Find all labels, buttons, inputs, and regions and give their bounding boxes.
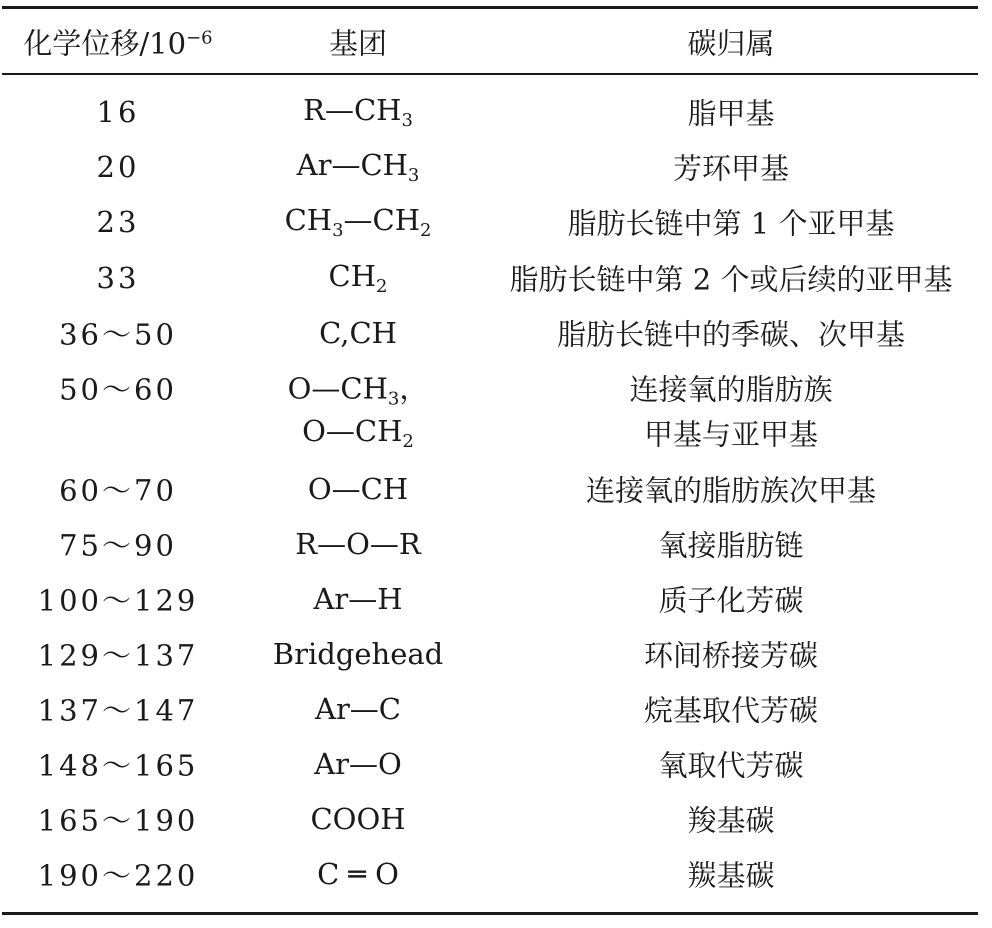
group-cell-line2 [302,414,414,452]
attribution-cell-line1: 连接氧的脂肪族 [629,372,833,407]
group-cell: C ═ O [317,857,399,891]
group-subscript-b: 2 [419,220,432,242]
header-shift-text: 化学位移/10 [23,26,187,61]
shift-cell: 100～129 [37,583,199,618]
attribution-cell: 烷基取代芳碳 [643,693,819,728]
header-shift [23,22,212,63]
group-cell: Ar—O [314,747,402,781]
header-shift-exponent: −6 [186,27,213,49]
attribution-cell: 氧接脂肪链 [658,528,804,563]
group-cell: O—CH [307,472,409,506]
shift-cell: 60～70 [59,473,177,508]
group-subscript: 3 [407,165,420,187]
shift-cell: 148～165 [37,748,199,783]
attribution-cell: 氧取代芳碳 [658,748,804,783]
shift-cell: 137～147 [37,693,199,728]
attribution-cell: 质子化芳碳 [658,583,804,618]
group-cell [303,93,413,131]
shift-cell: 23 [96,205,140,239]
attribution-cell: 脂肪长链中第 1 个亚甲基 [567,206,895,241]
group-text: Ar—CH [296,147,408,182]
attribution-cell: 脂肪长链中的季碳、次甲基 [556,317,906,352]
group-tail: ， [399,371,429,406]
group-cell: Bridgehead [272,637,444,671]
attribution-cell: 脂甲基 [687,96,775,131]
group-text-a: CH [284,202,333,237]
group-cell: C,CH [319,316,397,350]
group-cell: R—O—R [295,527,421,561]
group-subscript: 3 [401,110,413,132]
group-subscript-a: 3 [332,220,344,242]
group-text: O—CH [287,371,388,406]
attribution-cell-line2: 甲基与亚甲基 [643,417,819,452]
group-cell [285,203,432,241]
shift-cell: 36～50 [59,317,177,352]
group-cell: Ar—H [313,582,403,616]
bottom-rule [2,912,978,915]
shift-cell: 50～60 [59,372,177,407]
header-attribution: 碳归属 [687,26,775,61]
attribution-cell: 环间桥接芳碳 [643,638,819,673]
group-cell: Ar—C [315,692,401,726]
attribution-cell: 羧基碳 [687,803,775,838]
shift-cell: 20 [96,150,140,184]
group-subscript: 2 [376,276,388,298]
shift-cell: 75～90 [59,528,177,563]
header-rule [2,73,978,75]
group-text-b: —CH [343,202,420,237]
shift-cell: 190～220 [37,858,199,893]
group-cell-line1 [288,366,429,409]
attribution-cell: 脂肪长链中第 2 个或后续的亚甲基 [509,262,953,297]
shift-cell: 16 [96,95,140,129]
group-cell: COOH [310,802,406,836]
attribution-cell: 芳环甲基 [672,151,790,186]
header-group: 基团 [328,26,388,61]
group-cell [297,148,420,186]
group-text: O—CH [302,413,403,448]
shift-cell: 165～190 [37,803,199,838]
top-rule [2,6,978,9]
group-text: CH [328,258,377,293]
group-subscript: 3 [387,388,400,410]
group-cell [329,259,388,297]
group-text: R—CH [303,92,402,127]
shift-cell: 33 [96,261,140,295]
attribution-cell: 羰基碳 [687,858,775,893]
group-subscript: 2 [402,431,414,453]
shift-cell: 129～137 [37,638,199,673]
attribution-cell: 连接氧的脂肪族次甲基 [585,473,877,508]
